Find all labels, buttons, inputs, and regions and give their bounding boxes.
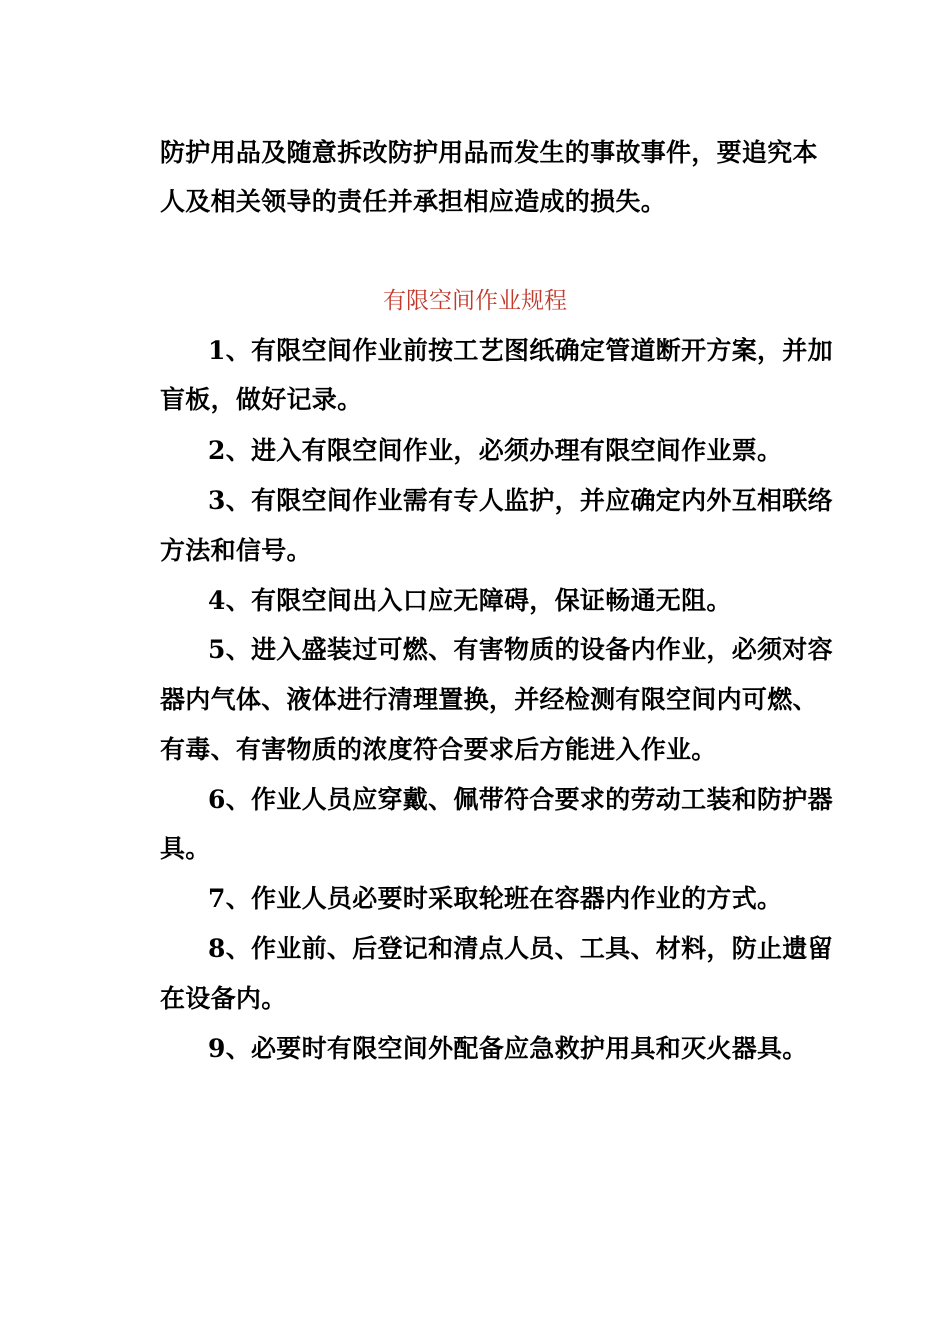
rule-item-8-line-1: 8、作业前、后登记和清点人员、工具、材料，防止遗留 bbox=[208, 934, 833, 963]
section-title: 有限空间作业规程 bbox=[383, 288, 567, 314]
rule-item-5-line-3: 有毒、有害物质的浓度符合要求后方能进入作业。 bbox=[160, 735, 717, 764]
rule-item-1-line-1: 1、有限空间作业前按工艺图纸确定管道断开方案，并加 bbox=[208, 336, 833, 365]
rule-item-5-line-2: 器内气体、液体进行清理置换，并经检测有限空间内可燃、 bbox=[160, 685, 818, 714]
intro-line-1: 防护用品及随意拆改防护用品而发生的事故事件，要追究本 bbox=[160, 138, 818, 167]
rule-item-3-line-1: 3、有限空间作业需有专人监护，并应确定内外互相联络 bbox=[208, 486, 833, 515]
rule-item-1-line-2: 盲板，做好记录。 bbox=[160, 385, 363, 414]
rule-item-6-line-2: 具。 bbox=[160, 834, 211, 863]
rule-item-8-line-2: 在设备内。 bbox=[160, 984, 287, 1013]
rule-item-2-line-1: 2、进入有限空间作业，必须办理有限空间作业票。 bbox=[208, 436, 783, 465]
rule-item-9-line-1: 9、必要时有限空间外配备应急救护用具和灭火器具。 bbox=[208, 1034, 808, 1063]
intro-line-2: 人及相关领导的责任并承担相应造成的损失。 bbox=[160, 187, 667, 216]
rule-item-5-line-1: 5、进入盛装过可燃、有害物质的设备内作业，必须对容 bbox=[208, 635, 833, 664]
rule-item-4-line-1: 4、有限空间出入口应无障碍，保证畅通无阻。 bbox=[208, 586, 732, 615]
rule-item-3-line-2: 方法和信号。 bbox=[160, 536, 312, 565]
rule-item-7-line-1: 7、作业人员必要时采取轮班在容器内作业的方式。 bbox=[208, 884, 783, 913]
rule-item-6-line-1: 6、作业人员应穿戴、佩带符合要求的劳动工装和防护器 bbox=[208, 785, 833, 814]
